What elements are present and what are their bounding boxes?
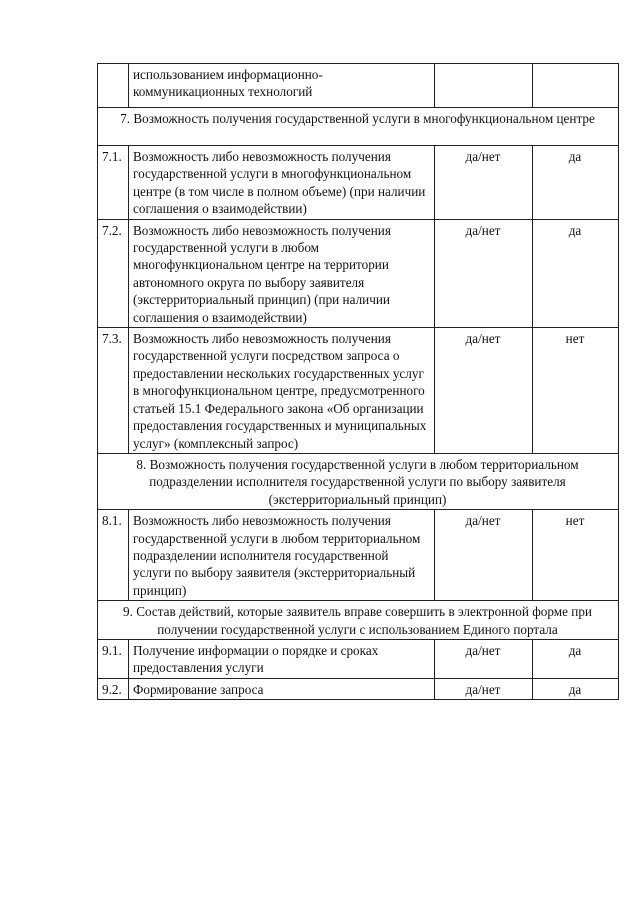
row-number: 9.1. xyxy=(98,639,129,678)
row-description: Возможность либо невозможность получения государственной услуги в многофункциональном центре (в том числе в полном объеме) (при наличии соглашения о взаимодействии) xyxy=(129,146,435,220)
row-unit: да/нет xyxy=(435,678,533,699)
row-description: Возможность либо невозможность получения государственной услуги в любом территориальном подразделении исполнителя государственной услуги по выбору заявителя (экстерриториальный принцип) xyxy=(129,510,435,601)
row-number: 8.1. xyxy=(98,510,129,601)
section-row xyxy=(98,453,619,509)
row-unit xyxy=(435,64,533,108)
table-row xyxy=(98,510,619,601)
row-value xyxy=(533,64,619,108)
row-unit: да/нет xyxy=(435,219,533,327)
table-row xyxy=(98,678,619,699)
row-description: Получение информации о порядке и сроках предоставления услуги xyxy=(129,639,435,678)
row-number: 9.2. xyxy=(98,678,129,699)
row-value: да xyxy=(533,639,619,678)
row-value: да xyxy=(533,219,619,327)
row-number: 7.2. xyxy=(98,219,129,327)
row-number: 7.1. xyxy=(98,146,129,220)
section-title-9: 9. Состав действий, которые заявитель вправе совершить в электронной форме при получении государственной услуги с использованием Единого портала xyxy=(98,601,619,640)
table-row xyxy=(98,328,619,454)
row-number xyxy=(98,64,129,108)
row-unit: да/нет xyxy=(435,510,533,601)
table-row xyxy=(98,64,619,108)
row-description: Формирование запроса xyxy=(129,678,435,699)
section-title-8: 8. Возможность получения государственной услуги в любом территориальном подразделении исполнителя государственной услуги по выбору заявителя (экстерриториальный принцип) xyxy=(98,453,619,509)
row-description: Возможность либо невозможность получения государственной услуги посредством запроса о предоставлении нескольких государственных услуг в многофункциональном центре, предусмотренного статьей 15.1 Федерального закона «Об организации предоставления государственных и муниципальных услуг» (комплексный запрос) xyxy=(129,328,435,454)
row-value: нет xyxy=(533,510,619,601)
row-unit: да/нет xyxy=(435,328,533,454)
row-number: 7.3. xyxy=(98,328,129,454)
section-row xyxy=(98,108,619,146)
services-table xyxy=(97,63,619,700)
row-value: да xyxy=(533,678,619,699)
table-row xyxy=(98,219,619,327)
row-unit: да/нет xyxy=(435,146,533,220)
row-value: да xyxy=(533,146,619,220)
row-unit: да/нет xyxy=(435,639,533,678)
row-description: Возможность либо невозможность получения государственной услуги в любом многофункциональном центре на территории автономного округа по выбору заявителя (экстерриториальный принцип) (при наличии соглашения о взаимодействии) xyxy=(129,219,435,327)
row-value: нет xyxy=(533,328,619,454)
table-row xyxy=(98,146,619,220)
section-title-7: 7. Возможность получения государственной услуги в многофункциональном центре xyxy=(98,108,619,146)
section-row xyxy=(98,601,619,640)
table-row xyxy=(98,639,619,678)
row-description: использованием информационно-коммуникационных технологий xyxy=(129,64,435,108)
